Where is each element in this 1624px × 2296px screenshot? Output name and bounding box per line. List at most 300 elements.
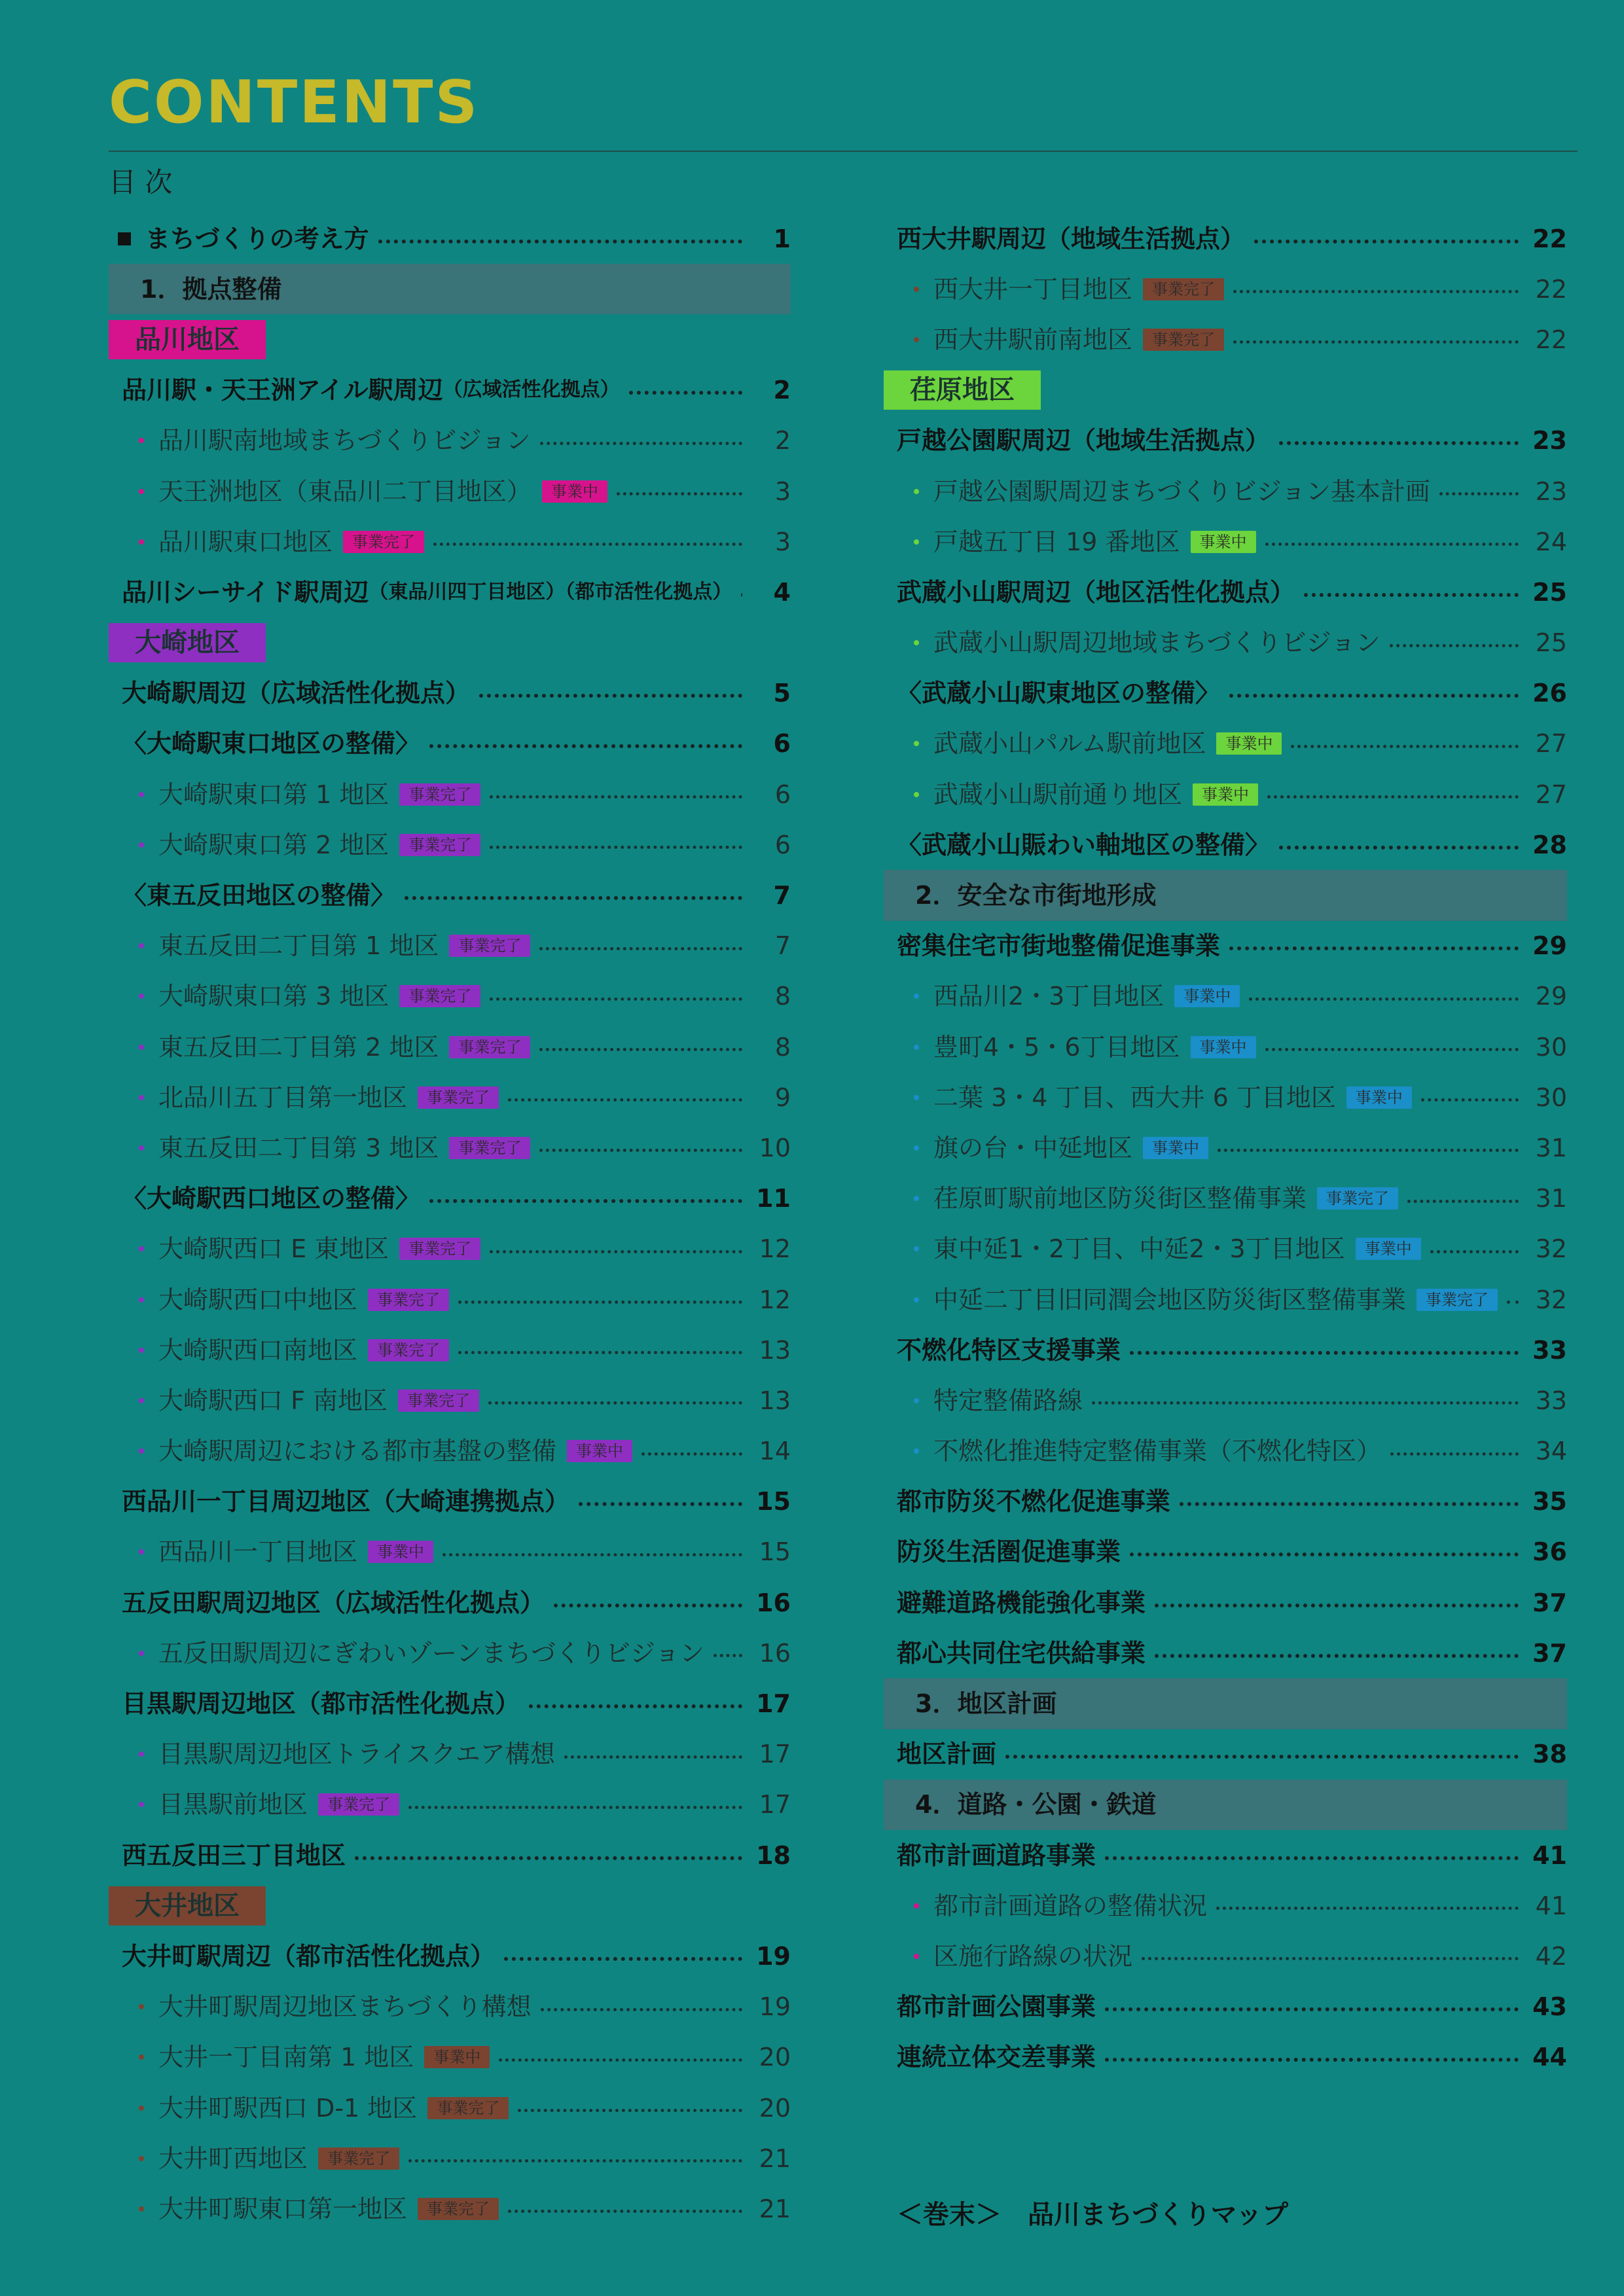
dot-leader [442,1553,742,1556]
status-badge: 事業中 [1191,531,1256,553]
toc-entry[interactable] [884,1325,1567,1375]
dot-leader [408,1806,742,1809]
dot-leader [1430,1250,1519,1253]
district-label-row [884,365,1567,416]
toc-subentry[interactable] [109,1628,791,1678]
status-badge: 事業完了 [399,1238,480,1260]
status-badge: 事業中 [1216,732,1282,755]
bullet-icon [914,792,919,797]
toc-subentry[interactable] [884,516,1567,567]
page-number: 6 [774,830,791,859]
toc-subentry[interactable] [884,971,1567,1022]
dot-leader [579,1502,742,1506]
bullet-icon [139,2206,144,2212]
toc-subentry[interactable] [884,466,1567,516]
dot-leader [539,947,742,950]
dot-leader [1254,240,1519,243]
toc-entry[interactable] [884,1982,1567,2032]
dot-leader [1233,290,1519,293]
toc-right-column [884,213,1567,2083]
entry-title: 武蔵小山駅周辺地域まちづくりビジョン [933,628,1380,658]
page-number: 8 [774,1032,791,1062]
toc-subentry[interactable] [884,1274,1567,1325]
entry-title: 荏原町駅前地区防災街区整備事業 [933,1184,1307,1213]
toc-entry[interactable] [884,921,1567,971]
entry-title: 旗の台・中延地区 [933,1133,1133,1162]
page-number: 2 [773,376,791,405]
toc-subentry[interactable] [109,2183,791,2234]
toc-entry[interactable] [109,1174,791,1224]
bullet-icon [139,438,144,443]
dot-leader [378,240,742,243]
toc-subentry[interactable] [109,1982,791,2032]
dot-leader [508,1098,742,1102]
page-number: 26 [1532,679,1567,708]
entry-title: 東五反田二丁目第 2 地区 [158,1032,439,1062]
page-number: 16 [756,1588,791,1617]
toc-entry[interactable] [884,819,1567,870]
toc-subentry[interactable] [884,719,1567,769]
page-subtitle: 目 次 [109,166,173,198]
dot-leader [1180,1502,1519,1506]
dot-leader [1229,946,1519,950]
toc-entry[interactable] [884,1628,1567,1678]
status-badge: 事業完了 [1143,329,1224,351]
entry-title: 西品川一丁目地区 [158,1537,358,1567]
dot-leader [458,1351,742,1354]
dot-leader [490,997,742,1001]
page-number: 33 [1532,1335,1567,1365]
page-number: 37 [1532,1588,1567,1617]
page-number: 2 [774,426,791,456]
dot-leader [741,593,742,597]
bullet-icon [914,1145,919,1151]
entry-title: 大井一丁目南第 1 地区 [158,2043,414,2072]
toc-entry[interactable] [109,213,791,264]
square-bullet-icon [118,232,131,245]
page-number: 6 [773,729,791,759]
dot-leader [479,694,742,698]
status-badge: 事業完了 [1416,1289,1498,1311]
toc-entry[interactable] [884,1527,1567,1577]
page-number: 17 [756,1689,791,1719]
entry-title: 武蔵小山パルム駅前地区 [933,729,1206,759]
page-number: 3 [774,527,791,556]
toc-subentry[interactable] [109,971,791,1022]
toc-subentry[interactable] [884,1174,1567,1224]
page-number: 27 [1535,780,1567,809]
district-label-row [109,1880,791,1931]
toc-entry[interactable] [884,1477,1567,1527]
toc-entry[interactable] [109,1577,791,1628]
page-number: 1 [773,224,791,253]
toc-subentry[interactable] [884,1375,1567,1426]
entry-title: 東五反田二丁目第 1 地区 [158,931,439,961]
page-number: 15 [759,1537,791,1567]
status-badge: 事業完了 [449,1137,530,1159]
entry-title: 品川駅南地域まちづくりビジョン [158,426,531,456]
section-header: 4．道路・公園・鉄道 [884,1780,1567,1830]
page-number: 12 [759,1285,791,1314]
dot-leader [564,1755,742,1759]
entry-title: 大崎駅西口 F 南地区 [158,1386,388,1415]
toc-entry[interactable] [109,1830,791,1880]
section-header: 1．拠点整備 [109,264,791,314]
bullet-icon [139,1802,144,1807]
page-number: 22 [1532,224,1567,253]
bullet-icon [139,1297,144,1302]
entry-title: 西大井駅前南地区 [933,325,1133,354]
entry-title: 二葉 3・4 丁目、西大井 6 丁目地区 [933,1083,1336,1112]
dot-leader [1105,2058,1519,2062]
toc-subentry[interactable] [884,1931,1567,1981]
bullet-icon [139,842,144,848]
entry-title: 〈大崎駅西口地区の整備〉 [122,1184,421,1213]
page-number: 38 [1532,1740,1567,1769]
entry-title: 地区計画 [897,1740,997,1769]
page-number: 41 [1535,1891,1567,1920]
entry-title: まちづくりの考え方 [145,224,369,253]
district-label: 大井地区 [109,1886,266,1926]
entry-title: 大井町駅周辺地区まちづくり構想 [158,1992,532,2022]
bullet-icon [914,1903,919,1909]
status-badge: 事業完了 [418,2198,499,2220]
entry-title: 大井町西地区 [158,2144,308,2173]
status-badge: 事業完了 [418,1086,499,1109]
page-number: 5 [773,679,791,708]
status-badge: 事業中 [1346,1086,1412,1109]
dot-leader [490,795,742,798]
toc-subentry[interactable] [109,2133,791,2183]
page-number: 31 [1535,1184,1567,1213]
dot-leader [408,2159,742,2162]
page-number: 22 [1535,325,1567,354]
dot-leader [554,1604,742,1607]
toc-subentry[interactable] [109,416,791,466]
toc-subentry[interactable] [109,1274,791,1325]
toc-entry[interactable] [884,416,1567,466]
toc-subentry[interactable] [109,1780,791,1830]
page-number: 3 [774,476,791,506]
toc-subentry[interactable] [109,2083,791,2133]
bullet-icon [914,1297,919,1302]
dot-leader [1155,1654,1519,1658]
toc-entry[interactable] [884,1577,1567,1628]
entry-title: 大井町駅周辺（都市活性化拠点） [122,1941,496,1971]
dot-leader [641,1452,742,1456]
dot-leader [1249,997,1519,1001]
district-label: 荏原地区 [884,370,1041,410]
dot-leader [529,1704,742,1708]
entry-title: 〈武蔵小山賑わい軸地区の整備〉 [897,830,1271,859]
entry-title: 北品川五丁目第一地区 [158,1083,408,1112]
bullet-icon [914,1954,919,1959]
page-number: 7 [773,881,791,910]
entry-title: 大崎駅周辺における都市基盤の整備 [158,1437,557,1466]
entry-title: 西品川一丁目周辺地区（大崎連携拠点） [122,1487,570,1516]
toc-subentry[interactable] [109,466,791,516]
entry-title: 区施行路線の状況 [933,1941,1133,1971]
entry-title: 〈武蔵小山駅東地区の整備〉 [897,679,1221,708]
toc-subentry[interactable] [109,516,791,567]
toc-subentry[interactable] [109,1527,791,1577]
page-number: 23 [1532,426,1567,456]
page-number: 14 [759,1437,791,1466]
entry-title: 豊町4・5・6丁目地区 [933,1032,1180,1062]
entry-title: 大崎駅西口中地区 [158,1285,358,1314]
dot-leader [1304,593,1519,597]
page-number: 30 [1535,1032,1567,1062]
page-number: 15 [756,1487,791,1516]
bullet-icon [139,792,144,797]
dot-leader [499,2058,742,2062]
section-header: 2．安全な市街地形成 [884,870,1567,920]
bullet-icon [914,1045,919,1050]
dot-leader [1507,1300,1519,1304]
status-badge: 事業中 [1143,1137,1208,1159]
toc-entry[interactable] [109,1931,791,1981]
entry-title: 大崎駅西口 E 東地区 [158,1234,389,1264]
page-number: 12 [759,1234,791,1264]
toc-subentry[interactable] [884,314,1567,365]
dot-leader [490,1250,742,1253]
status-badge: 事業完了 [318,1793,399,1816]
bullet-icon [914,741,919,746]
dot-leader [1229,694,1519,698]
page-number: 23 [1535,476,1567,506]
district-label-row [109,314,791,365]
bullet-icon [914,1398,919,1403]
toc-entry[interactable] [884,1830,1567,1880]
status-badge: 事業中 [567,1440,632,1462]
entry-title: 品川駅東口地区 [158,527,333,556]
status-badge: 事業完了 [368,1339,449,1361]
entry-title: 〈大崎駅東口地区の整備〉 [122,729,421,759]
entry-title: 東五反田二丁目第 3 地区 [158,1133,439,1162]
toc-subentry[interactable] [884,1072,1567,1122]
entry-title: 中延二丁目旧同潤会地区防災街区整備事業 [933,1285,1407,1314]
page-number: 42 [1535,1941,1567,1971]
page-number: 32 [1535,1285,1567,1314]
page-number: 29 [1532,931,1567,961]
status-badge: 事業完了 [398,1390,479,1412]
page-number: 43 [1532,1992,1567,2022]
page-number: 10 [759,1133,791,1162]
page-number: 41 [1532,1840,1567,1870]
dot-leader [355,1856,742,1860]
page-number: 17 [759,1790,791,1820]
bullet-icon [139,1045,144,1050]
entry-title: 防災生活圏促進事業 [897,1537,1121,1567]
bullet-icon [914,1095,919,1100]
toc-entry[interactable] [109,1477,791,1527]
dot-leader [540,442,742,445]
page-number: 21 [759,2144,791,2173]
dot-leader [1291,745,1519,748]
toc-entry[interactable] [884,213,1567,264]
toc-subentry[interactable] [884,1022,1567,1072]
toc-entry[interactable] [109,365,791,416]
bullet-icon [139,1095,144,1100]
toc-subentry[interactable] [109,921,791,971]
dot-leader [1130,1552,1519,1556]
toc-entry[interactable] [884,2032,1567,2083]
page-number: 18 [756,1840,791,1870]
page-number: 34 [1535,1437,1567,1466]
bullet-icon [139,1348,144,1353]
entry-title: 天王洲地区（東品川二丁目地区） [158,476,532,506]
dot-leader [1142,1957,1519,1960]
entry-title: 都市計画道路事業 [897,1840,1096,1870]
page-title: CONTENTS [109,68,480,137]
toc-subentry[interactable] [884,769,1567,819]
toc-subentry[interactable] [884,264,1567,314]
page-number: 31 [1535,1133,1567,1162]
dot-leader [1233,340,1519,344]
entry-title: 特定整備路線 [933,1386,1083,1415]
dot-leader [429,1199,742,1203]
toc-subentry[interactable] [884,1122,1567,1173]
bullet-icon [139,2156,144,2161]
page-number: 35 [1532,1487,1567,1516]
toc-subentry[interactable] [109,1022,791,1072]
dot-leader [518,2109,742,2112]
toc-subentry[interactable] [109,2032,791,2083]
dot-leader [1265,1048,1519,1051]
page-number: 6 [774,780,791,809]
dot-leader [1390,1452,1519,1456]
dot-leader [1407,1200,1519,1203]
district-label-row [109,618,791,668]
entry-title: 西大井一丁目地区 [933,274,1133,304]
entry-title: 〈東五反田地区の整備〉 [122,881,396,910]
page-number: 17 [759,1740,791,1769]
page-number: 9 [774,1083,791,1112]
dot-leader [617,492,742,495]
bullet-icon [139,2106,144,2111]
dot-leader [490,846,742,849]
entry-title: 西品川2・3丁目地区 [933,982,1164,1011]
dot-leader [1105,2007,1519,2011]
entry-title: 目黒駅周辺地区トライスクエア構想 [158,1740,555,1769]
toc-entry[interactable] [109,668,791,719]
toc-subentry[interactable] [109,1122,791,1173]
toc-subentry[interactable] [109,1072,791,1122]
status-badge: 事業完了 [449,1036,530,1058]
page-number: 33 [1535,1386,1567,1415]
page-number: 11 [756,1184,791,1213]
toc-entry[interactable] [109,1678,791,1729]
entry-title: 大井町駅東口第一地区 [158,2194,408,2223]
dot-leader [539,1048,742,1051]
status-badge: 事業完了 [1143,278,1224,300]
dot-leader [504,1957,742,1961]
toc-subentry[interactable] [884,1224,1567,1274]
toc-subentry[interactable] [109,1224,791,1274]
dot-leader [1265,543,1519,546]
page-number: 4 [773,577,791,607]
bullet-icon [914,287,919,292]
appendix-note: ＜巻末＞ 品川まちづくりマップ [897,2200,1288,2230]
toc-subentry[interactable] [109,1375,791,1426]
page-number: 27 [1535,729,1567,759]
page-number: 36 [1532,1537,1567,1567]
page-number: 21 [759,2194,791,2223]
bullet-icon [139,1549,144,1554]
bullet-icon [139,2054,144,2060]
dot-leader [1130,1351,1519,1355]
entry-title: 戸越公園駅周辺まちづくりビジョン基本計画 [933,476,1430,506]
page-number: 32 [1535,1234,1567,1264]
page-number: 30 [1535,1083,1567,1112]
bullet-icon [139,489,144,494]
toc-subentry[interactable] [109,1325,791,1375]
status-badge: 事業中 [1174,985,1240,1007]
bullet-icon [914,337,919,342]
bullet-icon [914,1246,919,1251]
page-number: 24 [1535,527,1567,556]
toc-entry[interactable] [109,870,791,920]
dot-leader [405,896,742,900]
dot-leader [1439,492,1519,495]
toc-subentry[interactable] [109,819,791,870]
bullet-icon [914,489,919,494]
entry-title: 武蔵小山駅周辺（地区活性化拠点） [897,577,1295,607]
toc-entry[interactable] [884,567,1567,617]
bullet-icon [914,1196,919,1201]
bullet-icon [914,640,919,645]
toc-entry[interactable] [109,719,791,769]
toc-subentry[interactable] [109,769,791,819]
status-badge: 事業完了 [368,1289,449,1311]
toc-subentry[interactable] [884,1880,1567,1931]
page-number: 19 [759,1992,791,2022]
page-number: 8 [774,982,791,1011]
toc-entry[interactable] [109,567,791,617]
page-number: 19 [756,1941,791,1971]
dot-leader [1155,1604,1519,1607]
toc-subentry[interactable] [109,1729,791,1780]
dot-leader [1216,1907,1519,1910]
entry-title: 都市計画公園事業 [897,1992,1096,2022]
entry-title: 大崎駅周辺（広域活性化拠点） [122,679,471,708]
dot-leader [488,1401,742,1405]
toc-entry[interactable] [884,1729,1567,1780]
entry-title: 目黒駅周辺地区（都市活性化拠点） [122,1689,520,1719]
bullet-icon [914,994,919,999]
toc-subentry[interactable] [109,1426,791,1477]
page-number: 25 [1535,628,1567,658]
dot-leader [1279,846,1519,850]
page-number: 7 [774,931,791,961]
entry-title: 大崎駅東口第 1 地区 [158,780,389,809]
entry-title: 戸越五丁目 19 番地区 [933,527,1180,556]
toc-subentry[interactable] [884,1426,1567,1477]
dot-leader [1092,1401,1519,1405]
status-badge: 事業中 [1191,1036,1256,1058]
toc-entry[interactable] [884,668,1567,719]
status-badge: 事業完了 [1317,1187,1398,1210]
page-number: 29 [1535,982,1567,1011]
bullet-icon [139,1145,144,1151]
toc-subentry[interactable] [884,618,1567,668]
entry-title: 大崎駅東口第 3 地区 [158,982,389,1011]
dot-leader [1005,1755,1519,1759]
page-number: 13 [759,1335,791,1365]
entry-title: 西大井駅周辺（地域生活拠点） [897,224,1246,253]
entry-note: （東品川四丁目地区）（都市活性化拠点） [369,580,732,603]
entry-title: 都市計画道路の整備状況 [933,1891,1208,1920]
